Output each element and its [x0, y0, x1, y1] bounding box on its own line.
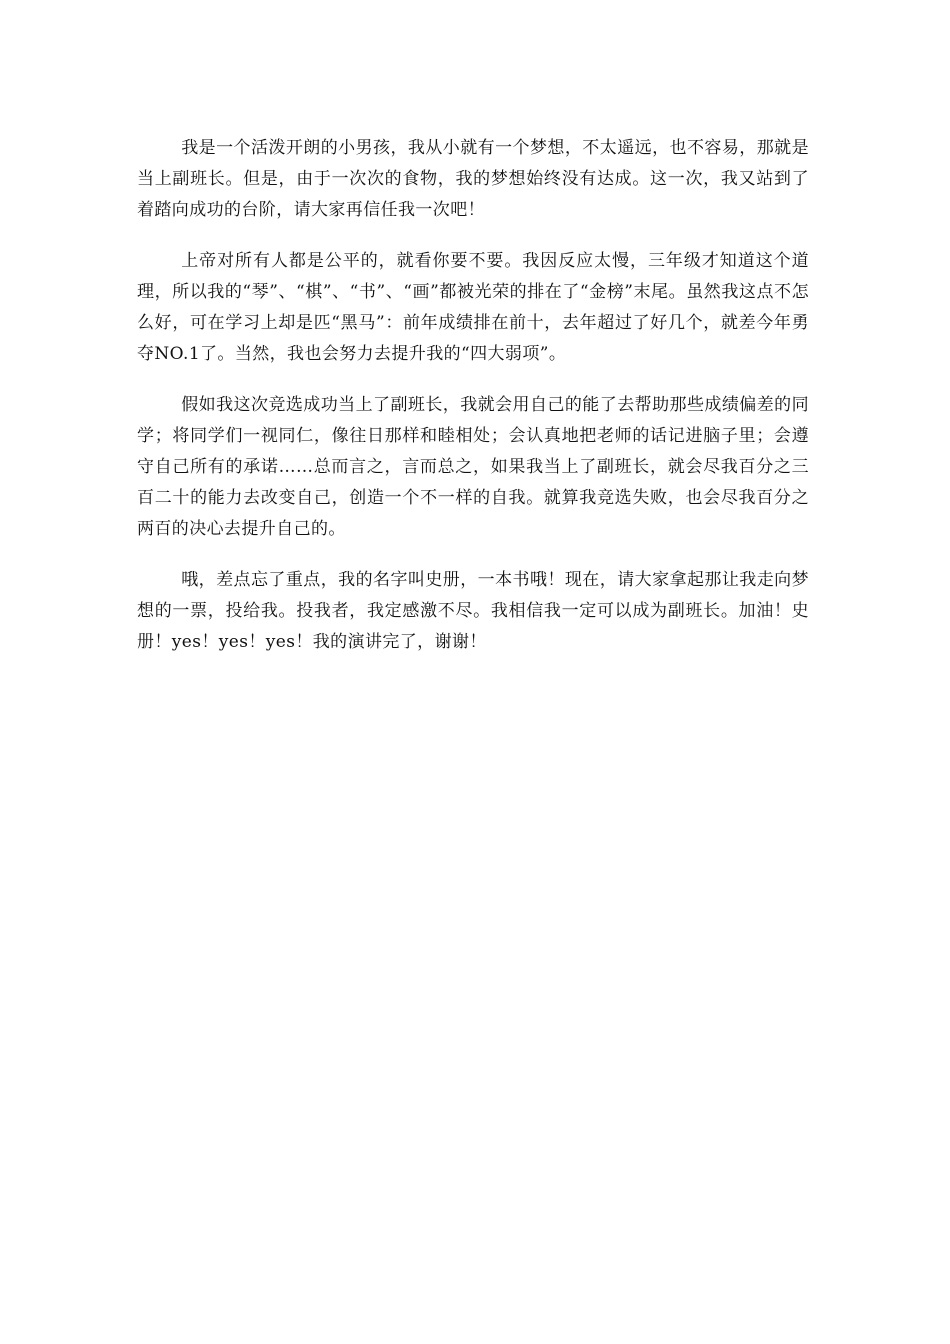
- document-body: [137, 133, 809, 678]
- paragraph-self-assessment: 上帝对所有人都是公平的，就看你要不要。我因反应太慢，三年级才知道这个道理，所以我的“琴”、“棋”、“书”、“画”都被光荣的排在了“金榜”末尾。虽然我这点不怎么好，可在学习上却是匹“黑马”：前年成绩排在前十，去年超过了好几个，就差今年勇夺NO.1了。当然，我也会努力去提升我的“四大弱项”。: [137, 251, 809, 364]
- paragraph-promises: 假如我这次竞选成功当上了副班长，我就会用自己的能了去帮助那些成绩偏差的同学；将同学们一视同仁，像往日那样和睦相处；会认真地把老师的话记进脑子里；会遵守自己所有的承诺……总而言之，言而总之，如果我当上了副班长，就会尽我百分之三百二十的能力去改变自己，创造一个不一样的自我。就算我竞选失败，也会尽我百分之两百的决心去提升自己的。: [137, 395, 809, 539]
- paragraph-intro: 我是一个活泼开朗的小男孩，我从小就有一个梦想，不太遥远，也不容易，那就是当上副班长。但是，由于一次次的食物，我的梦想始终没有达成。这一次，我又站到了着踏向成功的台阶，请大家再信任我一次吧！: [137, 138, 809, 220]
- paragraph-closing: 哦，差点忘了重点，我的名字叫史册，一本书哦！现在，请大家拿起那让我走向梦想的一票，投给我。投我者，我定感激不尽。我相信我一定可以成为副班长。加油！史册！yes！yes！yes！我的演讲完了，谢谢！: [137, 570, 809, 652]
